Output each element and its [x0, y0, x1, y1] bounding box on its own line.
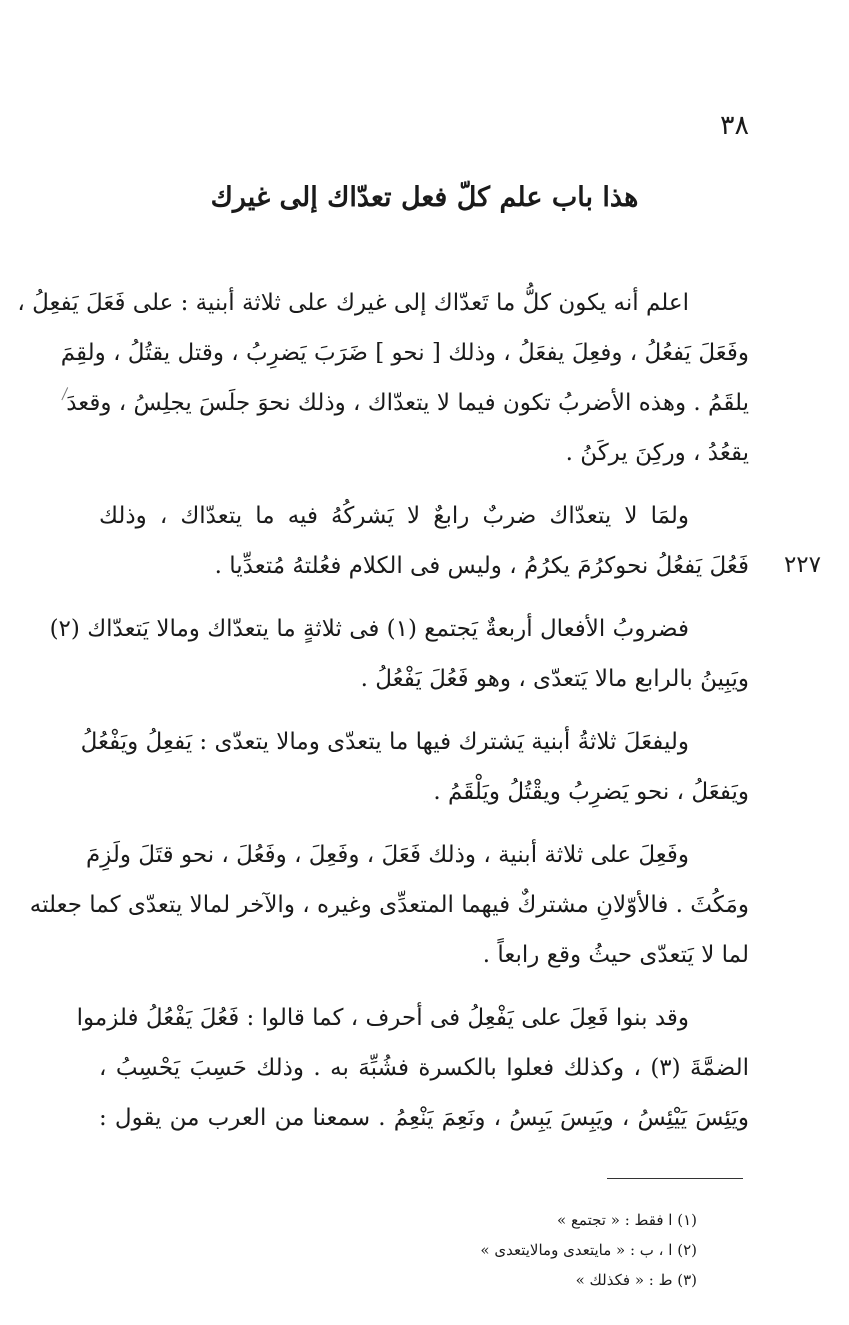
text-line: يلقَمُ . وهذه الأضربُ تكون فيما لا يتعدّاك ، وذلك نحوَ جلَسَ يجلِسُ ، وقعدَ [66, 390, 749, 416]
footnotes [177, 1205, 697, 1295]
text-line: لما لا يَتعدّى حيثُ وقع رابعاً . [482, 942, 749, 968]
margin-number: ٢٢٧ [783, 552, 821, 578]
text-line: وليفعَلَ ثلاثةُ أبنية يَشترك فيها ما يتعدّى ومالا يتعدّى : يَفعِلُ ويَفْعُلُ [80, 729, 689, 755]
text-line: ويَئِسَ يَيْئِسُ ، ويَبِسَ يَبِسُ ، ونَعِمَ يَنْعِمُ . سمعنا من العرب من يقول : [99, 1105, 749, 1131]
paragraph-6 [76, 993, 749, 1143]
footnote: (٣) ط : « فكذلك » [575, 1271, 697, 1289]
text-line: وقد بنوا فَعِلَ على يَفْعِلُ فى أحرف ، كما قالوا : فَعُلَ يَفْعُلُ فلزموا [76, 1005, 689, 1031]
text-line: ولمَا لا يتعدّاك ضربٌ رابعٌ لا يَشركُهُ فيه ما يتعدّاك ، وذلك [99, 503, 689, 529]
text-line: اعلم أنه يكون كلُّ ما تَعدّاك إلى غيرك على ثلاثة أبنية : على فَعَلَ يَفعِلُ ، [17, 290, 689, 316]
text-line: ويَفعَلُ ، نحو يَضرِبُ ويقْتُلُ ويَلْقَمُ . [433, 779, 749, 805]
footnote-rule [607, 1178, 743, 1179]
text-line: يقعُدُ ، وركِنَ يركَنُ . [565, 440, 749, 466]
footnote: (١) ا فقط : « تجتمع » [557, 1211, 697, 1229]
chapter-title: هذا باب علم كلّ فعل تعدّاك إلى غيرك [210, 182, 639, 213]
text-line: ويَبِينُ بالرابع مالا يَتعدّى ، وهو فَعُلَ يَفْعُلُ . [360, 666, 749, 692]
main-text [17, 278, 749, 1156]
paragraph-2 [99, 491, 749, 591]
text-line: الضمَّةَ (٣) ، وكذلك فعلوا بالكسرة فشُبِّهَ به . وذلك حَسِبَ يَحْسِبُ ، [99, 1055, 749, 1081]
text-line: فَعُلَ يَفعُلُ نحوكرُمَ يكرُمُ ، وليس فى الكلام فعُلتهُ مُتعدِّيا . [214, 553, 749, 579]
text-line: وفَعِلَ على ثلاثة أبنية ، وذلك فَعَلَ ، وفَعِلَ ، وفَعُلَ ، نحو قتَلَ ولَزِمَ [85, 842, 689, 868]
page-number: ٣٨ [719, 110, 749, 141]
paragraph-1 [17, 278, 749, 478]
paragraph-4 [80, 717, 749, 817]
text-line: وفَعَلَ يَفعُلُ ، وفعِلَ يفعَلُ ، وذلك [ نحو ] ضَرَبَ يَضرِبُ ، وقتل يقتُلُ ، ولقِمَ [60, 340, 749, 366]
paragraph-5 [29, 830, 749, 980]
text-line: فضروبُ الأفعال أربعةٌ يَجتمع (١) فى ثلاثةٍ ما يتعدّاك ومالا يَتعدّاك (٢) [49, 616, 689, 642]
paragraph-3 [49, 604, 749, 704]
text-line: ومَكُثَ . فالأوّلانِ مشتركٌ فيهما المتعدِّى وغيره ، والآخر لمالا يتعدّى كما جعلته [29, 892, 749, 918]
footnote: (٢) ا ، ب : « مايتعدى ومالايتعدى » [480, 1241, 697, 1259]
